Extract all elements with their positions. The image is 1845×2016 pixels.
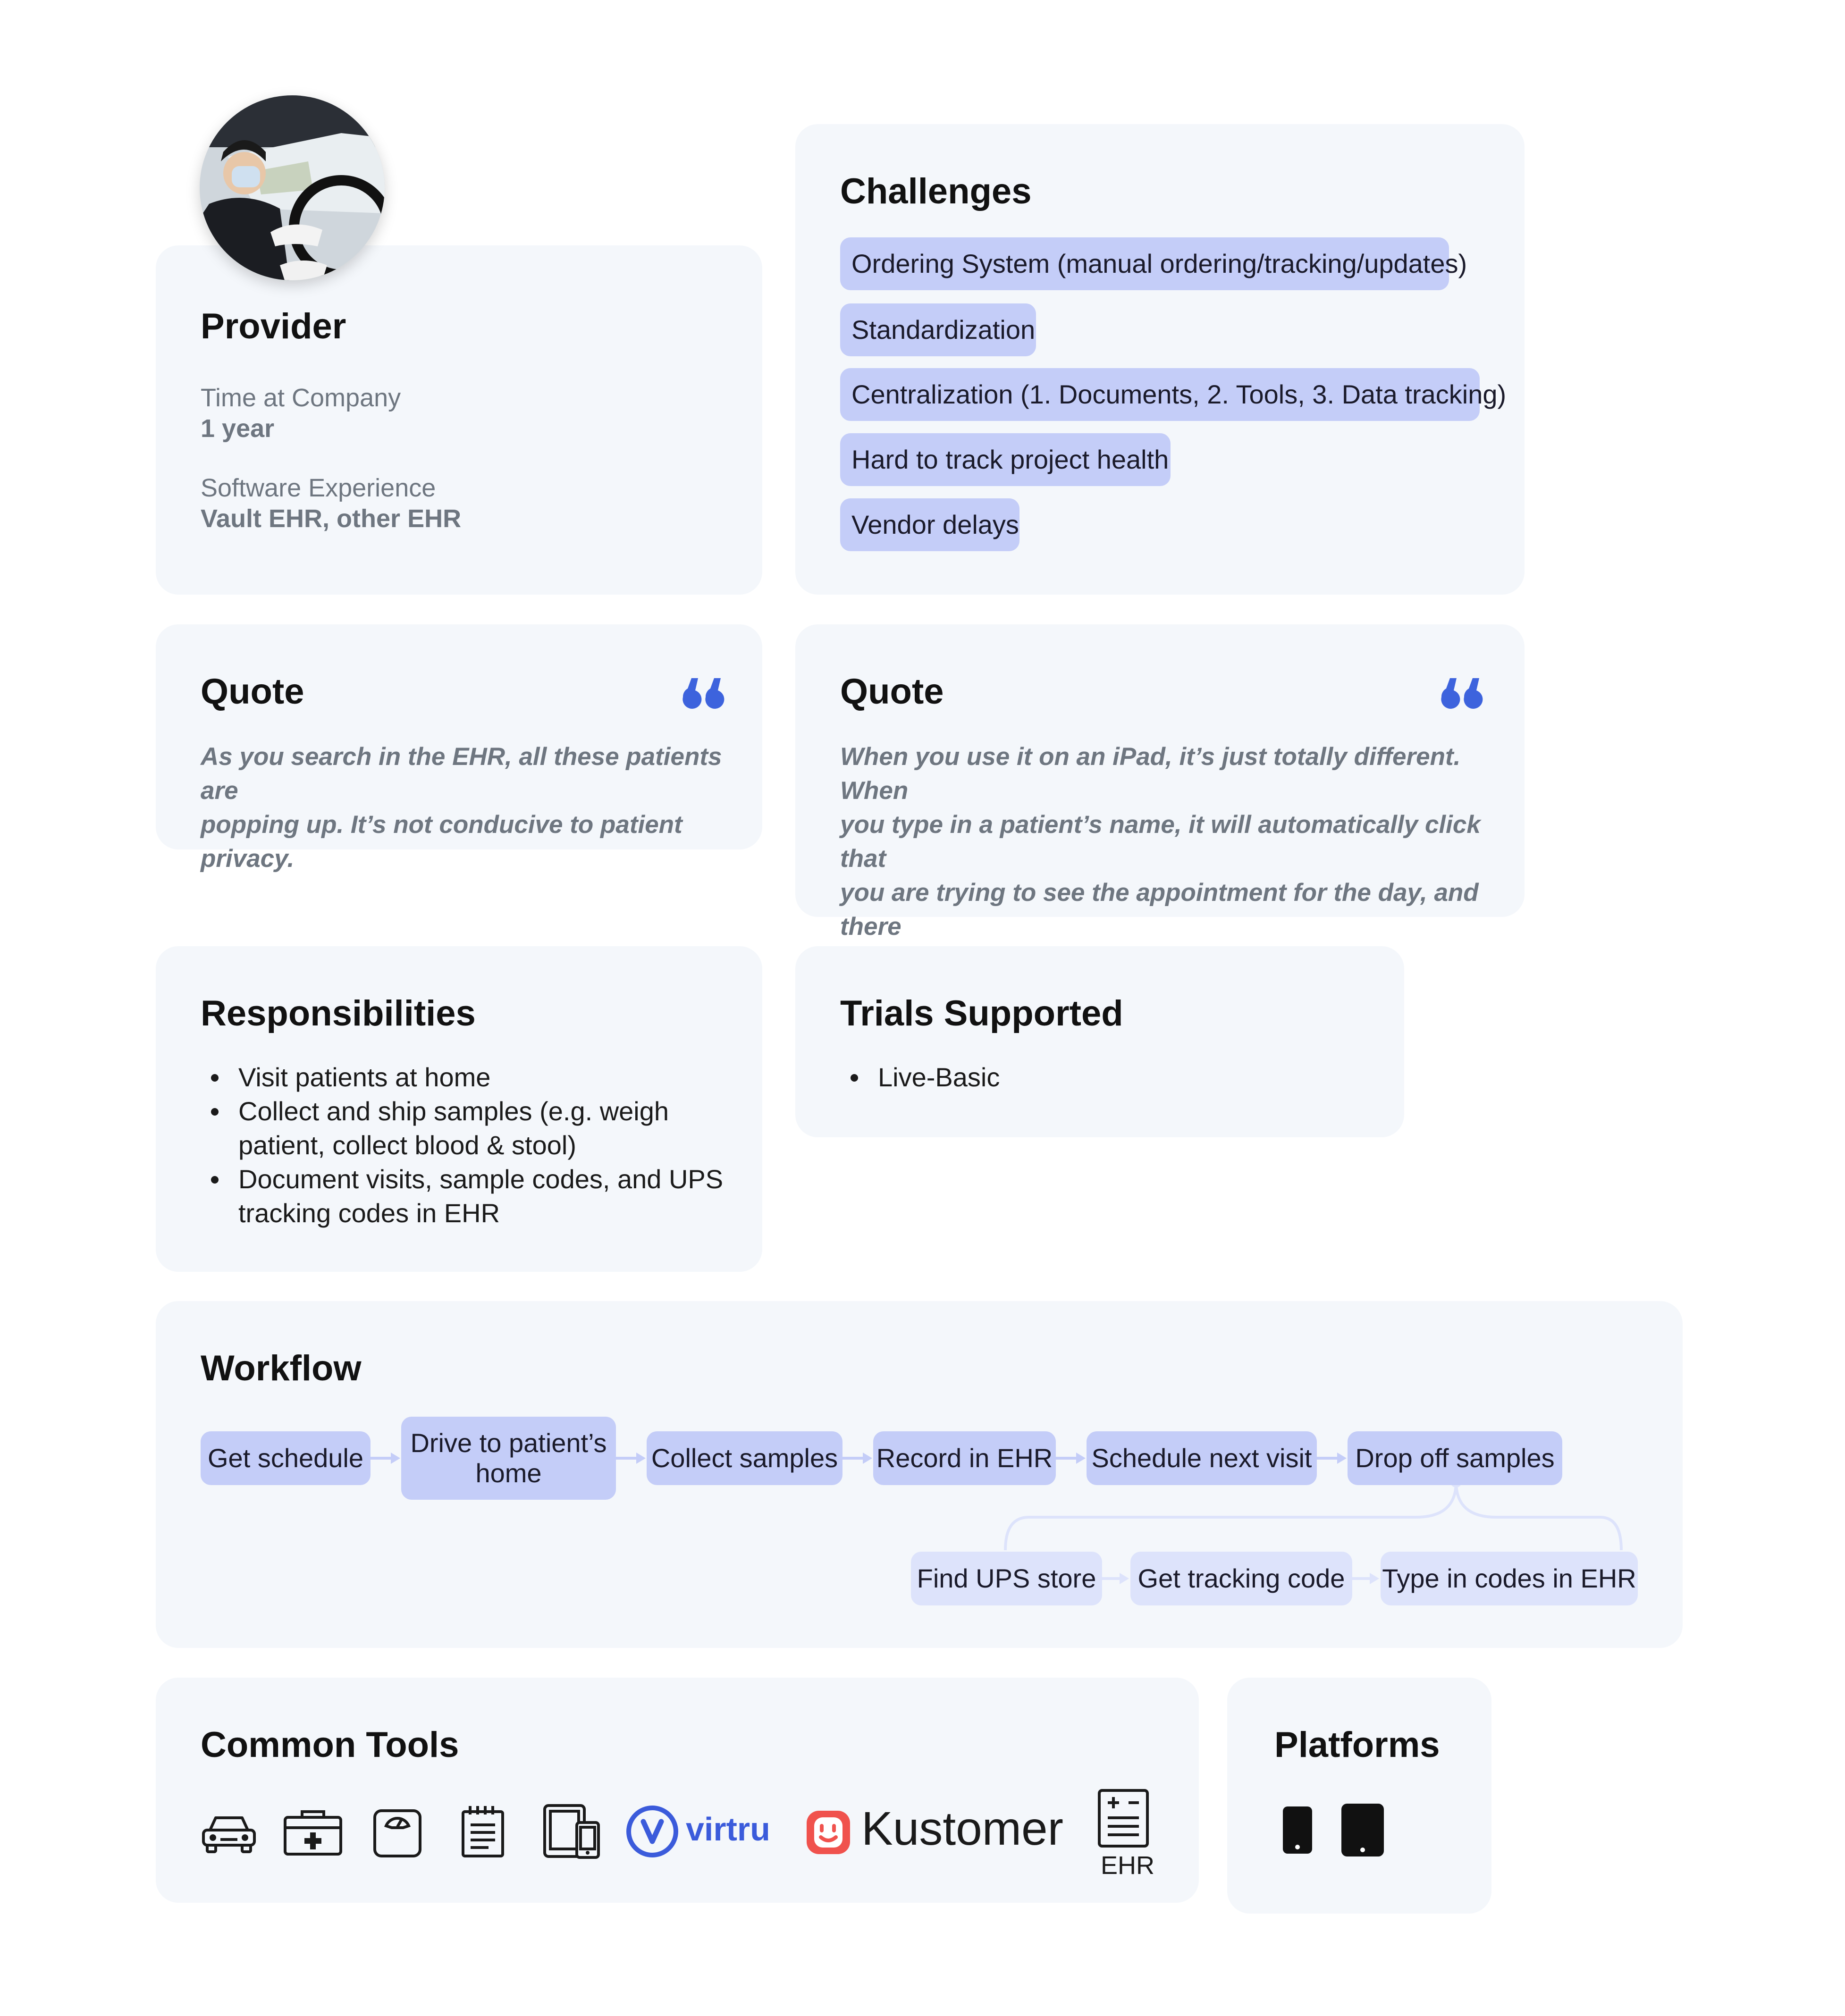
scale-icon: [373, 1809, 422, 1858]
quote-title: Quote: [840, 672, 944, 712]
challenge-chip: Ordering System (manual ordering/tracking/updates): [840, 237, 1449, 290]
list-item: [840, 1060, 1359, 1094]
workflow-substep: Type in codes in EHR: [1381, 1552, 1638, 1605]
phone-icon: [1283, 1806, 1312, 1854]
workflow-step: Drop off samples: [1348, 1431, 1562, 1485]
list-line: patient, collect blood & stool): [238, 1130, 576, 1160]
list-line: Live-Basic: [878, 1062, 1000, 1092]
list-line: Collect and ship samples (e.g. weigh: [238, 1096, 669, 1126]
medical-kit-icon: [283, 1809, 343, 1856]
list-item: [201, 1060, 743, 1094]
challenges-title: Challenges: [840, 171, 1032, 211]
quote-line: As you search in the EHR, all these patients are: [201, 743, 722, 805]
ehr-document-icon: [1097, 1789, 1149, 1848]
workflow-title: Workflow: [201, 1348, 362, 1388]
quote-title: Quote: [201, 672, 304, 712]
kustomer-wordmark: Kustomer: [861, 1802, 1063, 1855]
provider-title: Provider: [201, 306, 346, 346]
provider-avatar: [200, 95, 385, 280]
trials-title: Trials Supported: [840, 993, 1123, 1033]
quote-line: you type in a patient’s name, it will automatically click that: [840, 811, 1481, 873]
platforms-title: Platforms: [1274, 1725, 1440, 1765]
workflow-step-line: home: [475, 1458, 542, 1488]
challenge-chip: Centralization (1. Documents, 2. Tools, 3. Data tracking): [840, 368, 1480, 421]
workflow-substep: Find UPS store: [911, 1552, 1102, 1605]
workflow-step: Schedule next visit: [1087, 1431, 1317, 1485]
time-at-company-value: 1 year: [201, 414, 275, 443]
workflow-step: Get schedule: [201, 1431, 371, 1485]
tools-card: [156, 1678, 1199, 1903]
tablet-icon: [1341, 1804, 1384, 1856]
kustomer-logo-icon: [805, 1809, 852, 1856]
list-line: tracking codes in EHR: [238, 1198, 500, 1228]
workflow-substep: Get tracking code: [1130, 1552, 1352, 1605]
responsibilities-title: Responsibilities: [201, 993, 476, 1033]
quote-text: [201, 740, 743, 876]
time-at-company-label: Time at Company: [201, 384, 401, 412]
workflow-step-line: Drive to patient’s: [410, 1428, 607, 1458]
responsibilities-list: [201, 1060, 743, 1230]
platforms-card: [1227, 1678, 1491, 1914]
devices-icon: [543, 1804, 600, 1859]
virtru-logo: [625, 1804, 781, 1859]
virtru-wordmark: virtru: [686, 1811, 770, 1848]
trials-card: [795, 946, 1404, 1137]
quote-line: When you use it on an iPad, it’s just totally different. When: [840, 743, 1461, 805]
ehr-label: EHR: [1101, 1851, 1155, 1880]
list-item: [201, 1162, 743, 1230]
tools-title: Common Tools: [201, 1725, 459, 1765]
car-icon: [201, 1812, 257, 1855]
avatar-photo: [200, 95, 385, 280]
workflow-step: Record in EHR: [873, 1431, 1056, 1485]
notepad-icon: [460, 1805, 505, 1858]
software-experience-value: Vault EHR, other EHR: [201, 504, 462, 533]
trials-list: [840, 1060, 1359, 1094]
list-line: Visit patients at home: [238, 1062, 491, 1092]
quote-icon: [681, 676, 725, 709]
challenge-chip: Standardization: [840, 303, 1036, 356]
quote-icon: [1440, 676, 1483, 709]
workflow-step: [401, 1417, 616, 1500]
challenge-chip: Hard to track project health: [840, 433, 1171, 486]
quote-text: [840, 740, 1510, 978]
software-experience-label: Software Experience: [201, 474, 436, 502]
workflow-step: Collect samples: [647, 1431, 842, 1485]
list-line: Document visits, sample codes, and UPS: [238, 1164, 724, 1194]
quote-line: popping up. It’s not conducive to patient privacy.: [201, 811, 682, 873]
challenge-chip: Vendor delays: [840, 498, 1019, 551]
list-item: [201, 1094, 743, 1162]
quote-line: you are trying to see the appointment for the day, and there: [840, 879, 1479, 941]
